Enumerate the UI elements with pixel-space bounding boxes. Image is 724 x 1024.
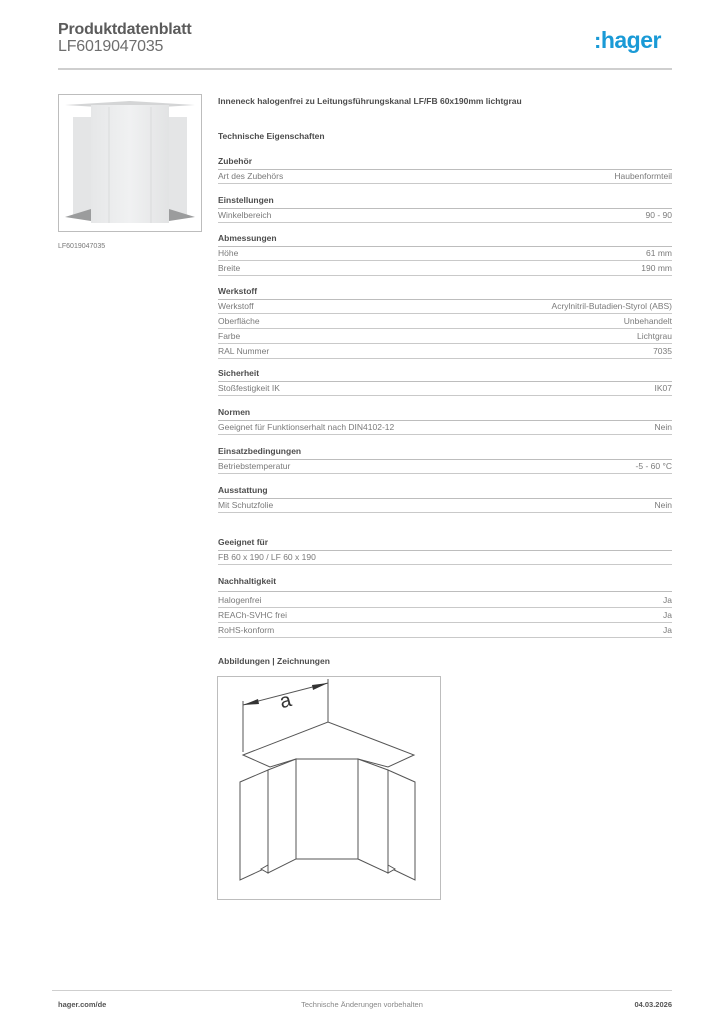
svg-text:a: a	[277, 689, 294, 714]
section-title-zubehoer: Zubehör	[218, 156, 672, 170]
suitable-for-row: FB 60 x 190 / LF 60 x 190	[218, 550, 672, 565]
technical-drawing	[217, 676, 441, 900]
hager-logo[interactable]: :hager	[594, 27, 661, 53]
property-row: Stoßfestigkeit IK IK07	[218, 381, 672, 396]
technical-properties-title: Technische Eigenschaften	[218, 131, 325, 141]
image-caption: LF6019047035	[58, 243, 106, 250]
product-image	[58, 94, 202, 232]
product-description: Inneneck halogenfrei zu Leitungsführungskanal LF/FB 60x190mm lichtgrau	[218, 96, 522, 106]
section-title-werkstoff: Werkstoff	[218, 286, 672, 300]
section-title-sicherheit: Sicherheit	[218, 368, 672, 382]
property-row: Höhe 61 mm	[218, 246, 672, 261]
property-row: Breite 190 mm	[218, 261, 672, 276]
property-row: Geeignet für Funktionserhalt nach DIN4102-12 Nein	[218, 420, 672, 435]
property-row: Oberfläche Unbehandelt	[218, 314, 672, 329]
property-row: Mit Schutzfolie Nein	[218, 498, 672, 513]
inner-corner-photo-icon	[59, 95, 201, 231]
property-row: Werkstoff Acrylnitril-Butadien-Styrol (ABS)	[218, 299, 672, 314]
logo-colon-icon: :	[594, 28, 601, 53]
property-row: Halogenfrei Ja	[218, 593, 672, 608]
property-row: REACh-SVHC frei Ja	[218, 608, 672, 623]
section-title-einstellungen: Einstellungen	[218, 195, 672, 209]
section-title-ausstattung: Ausstattung	[218, 485, 672, 499]
property-row: Betriebstemperatur -5 - 60 °C	[218, 459, 672, 474]
drawings-title: Abbildungen | Zeichnungen	[218, 656, 330, 666]
header-divider	[58, 68, 672, 70]
property-row: Winkelbereich 90 - 90	[218, 208, 672, 223]
property-row: Art des Zubehörs Haubenformteil	[218, 169, 672, 184]
property-row: Farbe Lichtgrau	[218, 329, 672, 344]
section-title-einsatzbedingungen: Einsatzbedingungen	[218, 446, 672, 460]
section-title-abmessungen: Abmessungen	[218, 233, 672, 247]
article-number: LF6019047035	[58, 38, 164, 55]
section-title-normen: Normen	[218, 407, 672, 421]
property-row: RoHS-konform Ja	[218, 623, 672, 638]
section-title-geeignet-fuer: Geeignet für	[218, 537, 672, 551]
website-link[interactable]: hager.com/de	[58, 1000, 107, 1009]
footer-date: 04.03.2026	[634, 1000, 672, 1009]
document-title: Produktdatenblatt	[58, 21, 192, 38]
footer-notice: Technische Änderungen vorbehalten	[301, 1000, 423, 1009]
footer-divider	[52, 990, 672, 991]
inner-corner-drawing-icon	[218, 677, 440, 899]
section-title-nachhaltigkeit: Nachhaltigkeit	[218, 576, 672, 592]
property-row: RAL Nummer 7035	[218, 344, 672, 359]
